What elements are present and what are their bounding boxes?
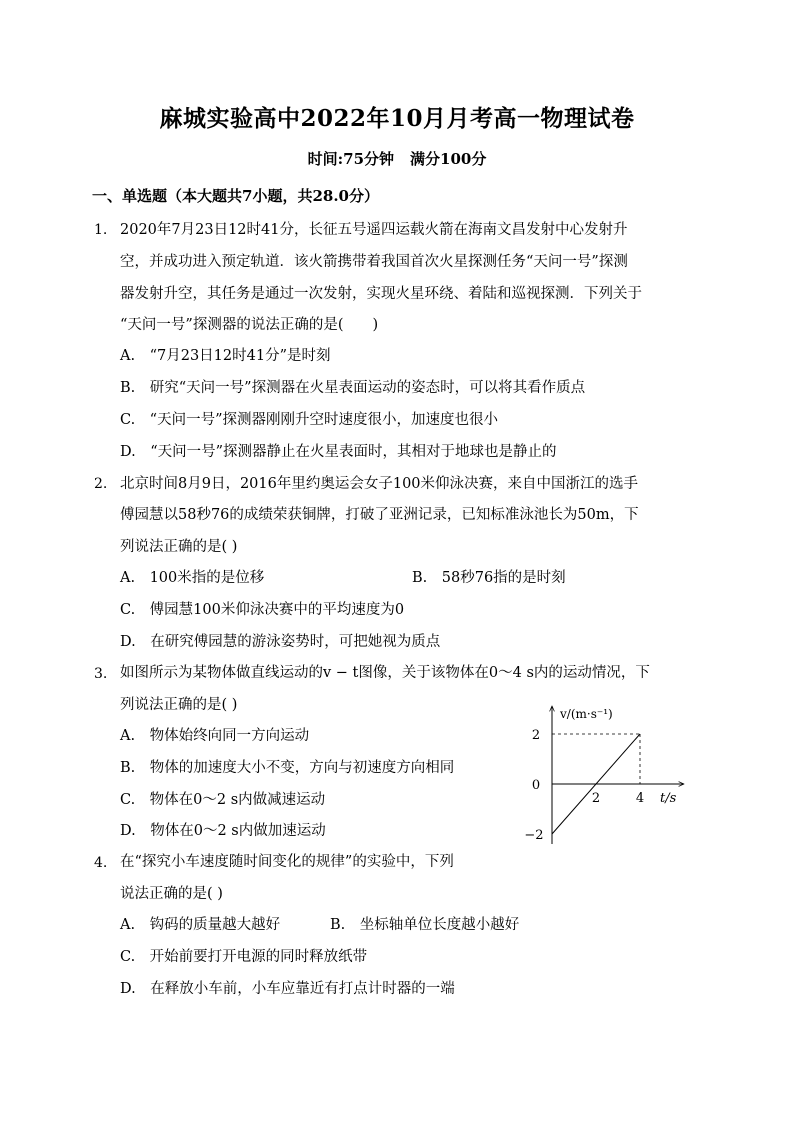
question-3-number: 3. bbox=[94, 666, 108, 682]
x-axis-label: t/s bbox=[660, 791, 677, 806]
question-1-line: 器发射升空，其任务是通过一次发射，实现火星环绕、着陆和巡视探测．下列关于 bbox=[120, 286, 642, 302]
question-2-number: 2. bbox=[94, 476, 108, 492]
question-3-option-a: A. 物体始终向同一方向运动 bbox=[120, 728, 310, 744]
question-1-line: 空，并成功进入预定轨道．该火箭携带着我国首次火星探测任务“天问一号”探测 bbox=[120, 254, 628, 270]
section-heading: 一、单选题（本大题共7小题，共28.0分） bbox=[92, 187, 379, 205]
question-1-option-a: A. “7月23日12时41分”是时刻 bbox=[120, 348, 331, 364]
question-1-option-c: C. “天问一号”探测器刚刚升空时速度很小，加速度也很小 bbox=[120, 412, 499, 428]
question-1-number: 1. bbox=[94, 222, 108, 238]
question-1-option-b: B. 研究“天问一号”探测器在火星表面运动的姿态时，可以将其看作质点 bbox=[120, 380, 586, 396]
question-4-option-a: A. 钩码的质量越大越好 bbox=[120, 917, 281, 933]
question-2-line: 北京时间8月9日，2016年里约奥运会女子100米仰泳决赛，来自中国浙江的选手 bbox=[120, 476, 639, 492]
question-4-option-b: B. 坐标轴单位长度越小越好 bbox=[330, 917, 520, 933]
question-3-line: 如图所示为某物体做直线运动的v − t图像，关于该物体在0～4 s内的运动情况，下 bbox=[120, 665, 650, 681]
y-tick-label: −2 bbox=[524, 828, 544, 843]
vt-graph bbox=[520, 702, 710, 848]
question-4-option-c: C. 开始前要打开电源的同时释放纸带 bbox=[120, 949, 368, 965]
question-2-line: 列说法正确的是( ) bbox=[120, 539, 238, 555]
y-tick-label: 0 bbox=[531, 778, 541, 793]
x-tick-label: 4 bbox=[635, 791, 645, 806]
question-2-option-a: A. 100米指的是位移 bbox=[120, 570, 265, 586]
question-4-number: 4. bbox=[94, 855, 108, 871]
question-3-option-b: B. 物体的加速度大小不变，方向与初速度方向相同 bbox=[120, 760, 455, 776]
exam-score: 满分100分 bbox=[410, 150, 487, 168]
exam-title: 麻城实验高中2022年10月月考高一物理试卷 bbox=[159, 105, 635, 132]
question-4-line: 说法正确的是( ) bbox=[120, 886, 223, 902]
question-1-option-d: D. “天问一号”探测器静止在火星表面时，其相对于地球也是静止的 bbox=[120, 444, 557, 460]
question-2-option-d: D. 在研究傅园慧的游泳姿势时，可把她视为质点 bbox=[120, 634, 441, 650]
question-3-option-d: D. 物体在0～2 s内做加速运动 bbox=[120, 823, 326, 839]
question-4-option-d: D. 在释放小车前，小车应靠近有打点计时器的一端 bbox=[120, 981, 455, 997]
question-4-line: 在“探究小车速度随时间变化的规律”的实验中，下列 bbox=[120, 854, 454, 870]
question-2-line: 傅园慧以58秒76的成绩荣获铜牌，打破了亚洲记录，已知标准泳池长为50m，下 bbox=[120, 507, 639, 523]
question-2-option-c: C. 傅园慧100米仰泳决赛中的平均速度为0 bbox=[120, 602, 405, 618]
y-tick-label: 2 bbox=[531, 728, 541, 743]
question-2-option-b: B. 58秒76指的是时刻 bbox=[412, 570, 566, 586]
x-tick-label: 2 bbox=[591, 791, 601, 806]
y-axis-label: v/(m·s⁻¹) bbox=[560, 707, 613, 721]
question-3-line: 列说法正确的是( ) bbox=[120, 697, 238, 713]
question-3-option-c: C. 物体在0～2 s内做减速运动 bbox=[120, 792, 326, 808]
question-1-line: “天问一号”探测器的说法正确的是( ) bbox=[120, 317, 379, 333]
question-1-line: 2020年7月23日12时41分，长征五号遥四运载火箭在海南文昌发射中心发射升 bbox=[120, 222, 628, 238]
exam-time: 时间:75分钟 bbox=[307, 150, 395, 168]
exam-subtitle bbox=[0, 148, 794, 169]
